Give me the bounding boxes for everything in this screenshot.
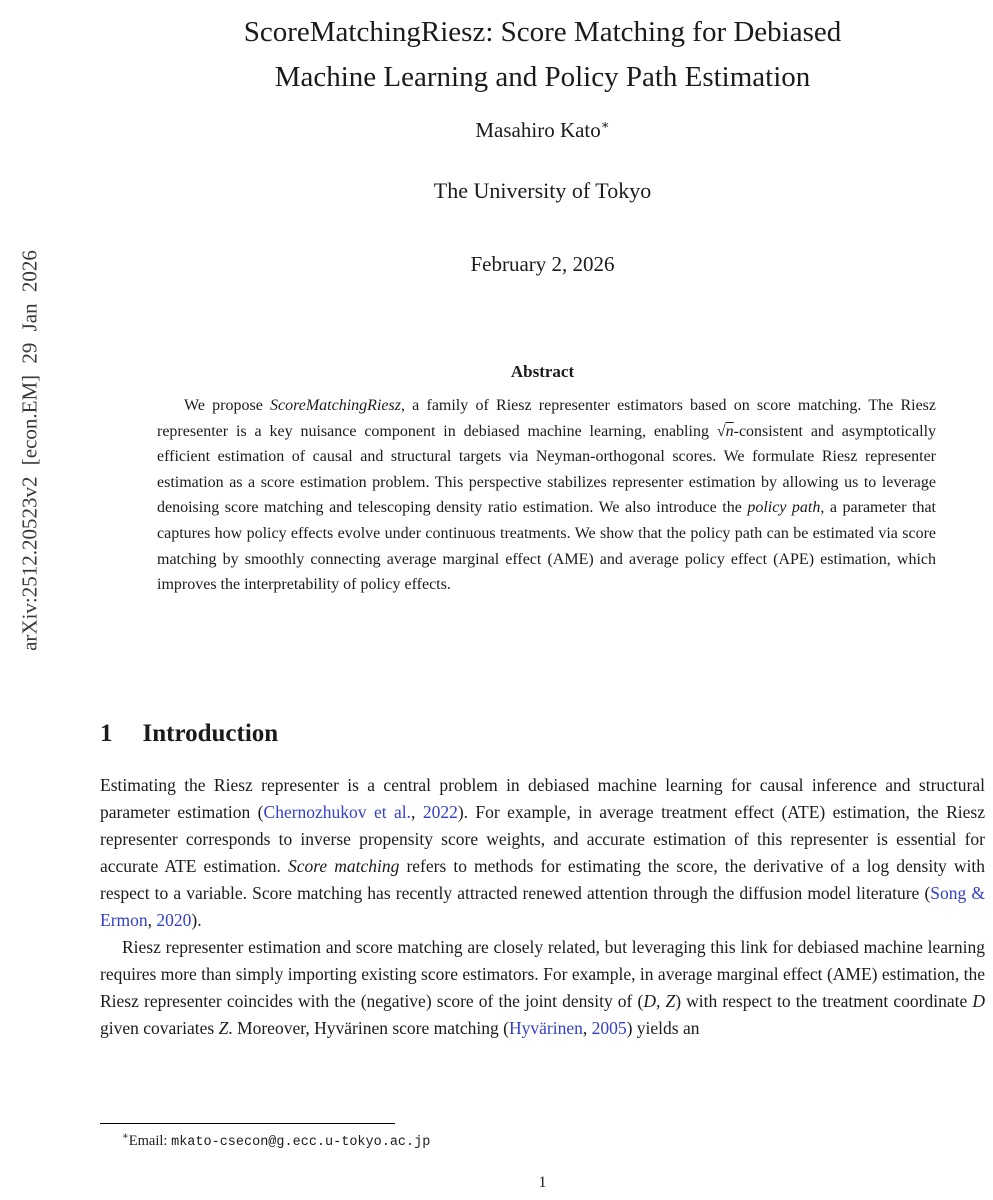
text-run: ). For example, in average treatment effect (ATE) estimation, the Riesz representer corresponds to inverse propensity score weights, and accurate estimation of this representer is essential for accurate ATE estimation.: [100, 802, 985, 876]
citation-link[interactable]: Chernozhukov et al.: [263, 802, 412, 822]
text-run: refers to methods for estimating the score, the derivative of a log density with respect to a variable. Score matching has recently attracted renewed attention through the diffusion model literature (: [100, 856, 986, 903]
text-run: , a family of Riesz representer estimators based on score matching. The Riesz representer is a key nuisance component in debiased machine learning, enabling: [157, 397, 936, 440]
text-run: -consistent and asymptotically efficient estimation of causal and structural targets via Neyman-orthogonal scores. We formulate Riesz representer estimation as a score estimation problem. This perspective stabilizes representer estimation by allowing us to leverage denoising score matching and telescoping density ratio estimation. We also introduce the: [157, 422, 937, 517]
paper-title: [100, 10, 985, 100]
emphasized-text: ScoreMatchingRiesz: [270, 397, 401, 414]
paper-date: February 2, 2026: [470, 252, 615, 276]
emphasized-text: Score matching: [287, 856, 400, 876]
footnote: [100, 1131, 985, 1150]
citation-link[interactable]: 2005: [591, 1018, 627, 1038]
text-run: ) with respect to the treatment coordinate: [675, 991, 973, 1011]
citation-link[interactable]: Song & Ermon: [100, 883, 985, 930]
page-number: 1: [538, 1174, 547, 1191]
math-inline: D: [972, 991, 985, 1011]
footnote-rule: [100, 1123, 395, 1124]
abstract-text: [157, 393, 936, 598]
abstract-heading: Abstract: [510, 362, 575, 381]
citation-link[interactable]: 2020: [156, 910, 192, 930]
text-run: given covariates: [100, 1018, 219, 1038]
text-run: ,: [411, 802, 423, 822]
math-inline: n: [725, 422, 734, 440]
footnote-label: Email:: [128, 1132, 172, 1149]
section-heading-introduction: [100, 720, 985, 748]
citation-link[interactable]: Hyvärinen: [508, 1018, 583, 1038]
emphasized-text: policy path: [747, 499, 821, 517]
introduction-body: [100, 772, 985, 1042]
text-run: , a parameter that captures how policy effects evolve under continuous treatments. We show that the policy path can be estimated via score matching by smoothly connecting average marginal effect (AME) and average policy effect (APE) estimation, which improves the interpretability of policy effects.: [157, 499, 936, 594]
text-run: √: [716, 422, 726, 440]
author-name: Masahiro Kato: [475, 118, 601, 142]
text-run: ,: [147, 910, 157, 930]
title-line-2: Machine Learning and Policy Path Estimation: [274, 61, 811, 93]
author-footnote-mark: ∗: [600, 117, 610, 132]
footnote-email: mkato-csecon@g.ecc.u-tokyo.ac.jp: [171, 1134, 431, 1150]
author-block: [100, 117, 985, 143]
section-number: 1: [100, 720, 113, 747]
text-run: . Moreover, Hyvärinen score matching (: [228, 1018, 509, 1038]
text-run: ,: [582, 1018, 592, 1038]
text-run: We propose: [184, 397, 271, 414]
paragraph-2: [100, 934, 985, 1042]
paragraph-1: [100, 772, 985, 934]
section-title: Introduction: [142, 720, 279, 747]
text-run: ).: [191, 910, 202, 930]
title-line-1: ScoreMatchingRiesz: Score Matching for Debiased: [243, 16, 842, 48]
text-run: ) yields an: [626, 1018, 700, 1038]
affiliation: The University of Tokyo: [433, 178, 652, 203]
text-run: Riesz representer estimation and score matching are closely related, but leveraging this link for debiased machine learning requires more than simply importing existing score estimators. For example, in average marginal effect (AME) estimation, the Riesz representer coincides with the (negative) score of the joint density of (: [100, 937, 985, 1011]
citation-link[interactable]: 2022: [422, 802, 458, 822]
footnote-mark: ∗: [122, 1131, 129, 1142]
math-inline: Z: [218, 1018, 229, 1038]
arxiv-watermark: arXiv:2512.20523v2 [econ.EM] 29 Jan 2026: [17, 250, 42, 651]
math-inline: D, Z: [643, 991, 676, 1011]
text-run: Estimating the Riesz representer is a central problem in debiased machine learning for causal inference and structural parameter estimation (: [100, 775, 985, 822]
